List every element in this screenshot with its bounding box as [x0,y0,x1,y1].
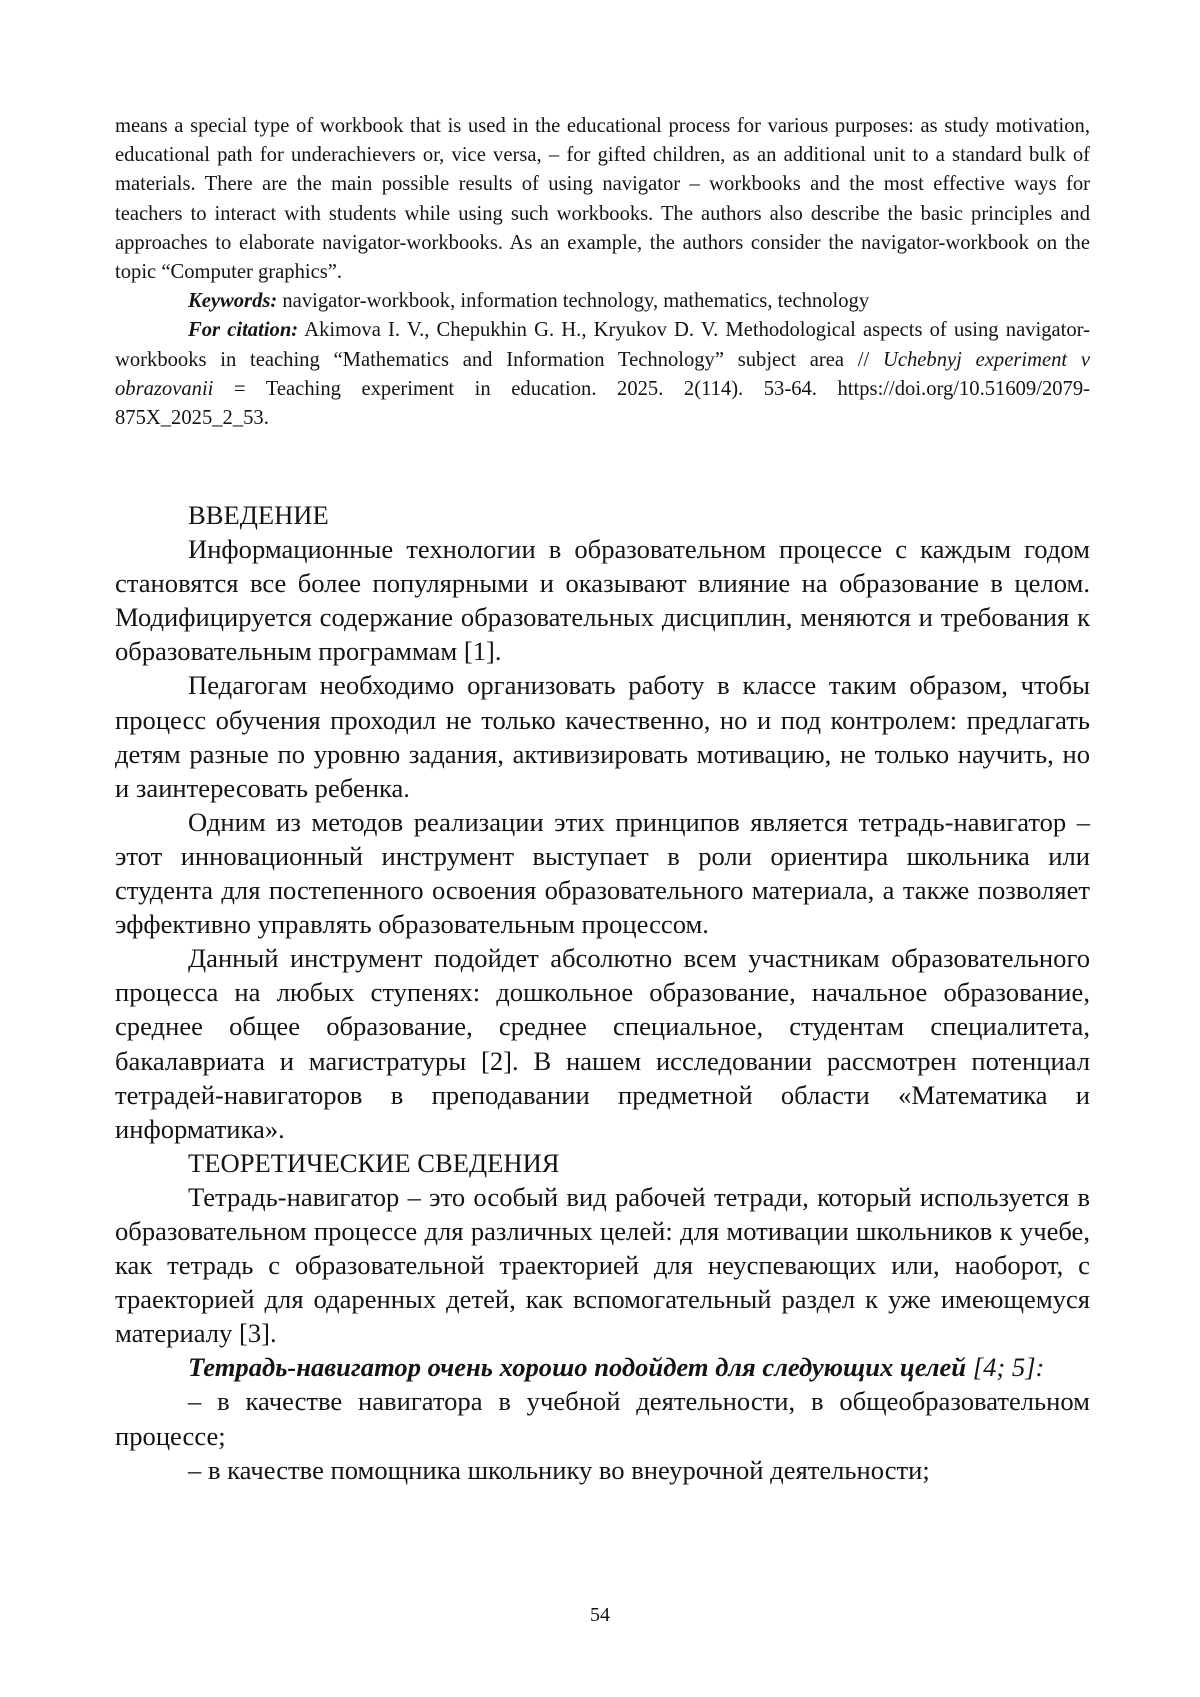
list-item-1: – в качестве навигатора в учебной деятельности, в общеобразовательном процессе; [115,1386,1090,1451]
abstract-block [115,112,1090,433]
theory-emphasis: Тетрадь-навигатор очень хорошо подойдет для следующих целей [188,1352,967,1383]
intro-paragraph-2: Педагогам необходимо организовать работу в классе таким образом, чтобы процесс обучения проходил не только качественно, но и под контролем: предлагать детям разные по уровню задания, активизировать мотивацию, не только научить, но и заинтересовать ребенка. [115,670,1090,803]
citation-line [115,316,1090,433]
intro-heading: ВВЕДЕНИЕ [188,500,329,530]
theory-reference: [4; 5]: [966,1352,1045,1383]
theory-paragraph-2 [115,1350,1090,1384]
list-item-2: – в качестве помощника школьнику во внеурочной деятельности; [188,1454,930,1485]
citation-label: For citation: [188,319,299,342]
keywords-text: navigator-workbook, information technology, mathematics, technology [277,290,870,313]
theory-paragraph-1: Тетрадь-навигатор – это особый вид рабочей тетради, который используется в образовательном процессе для различных целей: для мотивации школьников к учебе, как тетрадь с образовательной траекторией для неуспевающих или, наоборот, с траекторией для одаренных детей, как вспомогательный раздел к уже имеющемуся материалу [3]. [115,1181,1090,1349]
citation-journal: Uchebnyj experiment v obrazovanii [115,348,1090,400]
article-body [115,498,1090,1487]
page-number: 54 [590,1604,610,1626]
keywords-label: Keywords: [188,290,278,313]
citation-tail: = Teaching experiment in education. 2025. 2(114). 53-64. https://doi.org/10.51609/2079-875X_2025_2_53. [115,377,1090,430]
intro-paragraph-3: Одним из методов реализации этих принципов является тетрадь-навигатор – этот инновационный инструмент выступает в роли ориентира школьника или студента для постепенного освоения образовательного материала, а также позволяет эффективно управлять образовательным процессом. [115,806,1090,940]
intro-paragraph-1: Информационные технологии в образовательном процессе с каждым годом становятся все более популярными и оказывают влияние на образование в целом. Модифицируется содержание образовательных дисциплин, меняются и требования к образовательным программам [1]. [115,534,1090,667]
citation-text: Akimova I. V., Chepukhin G. H., Kryukov D. V. Methodological aspects of using navigator-workbooks in teaching “Mathematics and Information Technology” subject area // [115,319,1090,371]
intro-paragraph-4: Данный инструмент подойдет абсолютно всем участникам образовательного процесса на любых ступенях: дошкольное образование, начальное образование, среднее общее образование, среднее специальное, студентам специалитета, бакалавриата и магистратуры [2]. В нашем исследовании рассмотрен потенциал тетрадей-навигаторов в преподавании предметной области «Математика и информатика». [115,943,1090,1144]
keywords-line [115,287,1090,316]
abstract-text: means a special type of workbook that is used in the educational process for various purposes: as study motivation, educational path for underachievers or, vice versa, – for gifted children, as an additional unit to a standard bulk of materials. There are the main possible results of using navigator – workbooks and the most effective ways for teachers to interact with students while using such workbooks. The authors also describe the basic principles and approaches to elaborate navigator-workbooks. As an example, the authors consider the navigator-workbook on the topic “Computer graphics”. [115,115,1090,284]
theory-heading: ТЕОРЕТИЧЕСКИЕ СВЕДЕНИЯ [188,1147,560,1178]
